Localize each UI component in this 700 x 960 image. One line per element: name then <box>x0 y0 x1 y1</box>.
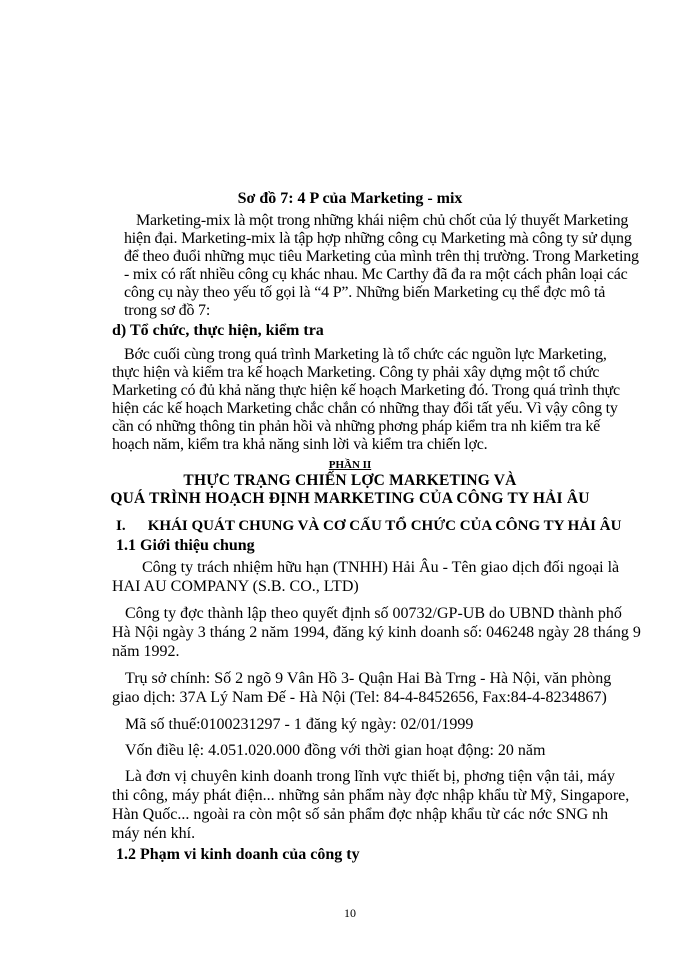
page-number: 10 <box>344 906 356 920</box>
paragraph-line: hiện các kế hoạch Marketing chắc chắn có những thay đổi tất yếu. Vì vậy công ty <box>112 400 618 417</box>
subsection-heading-1-2: 1.2 Phạm vi kinh doanh của công ty <box>116 846 360 863</box>
paragraph-line: hiện đại. Marketing-mix là tập hợp những công cụ Marketing mà công ty sử dụng <box>124 230 632 247</box>
part-title-line-2: QUÁ TRÌNH HOẠCH ĐỊNH MARKETING CỦA CÔNG TY HẢI ÂU <box>110 490 590 507</box>
business-line: máy nén khí. <box>112 825 196 842</box>
paragraph-line: hoạch năm, kiểm tra khả năng sinh lời và kiểm tra chiến lợc. <box>112 436 488 453</box>
tax-line: Mã số thuế:0100231297 - 1 đăng ký ngày: 02/01/1999 <box>125 716 474 733</box>
business-line: thi công, máy phát điện... những sản phẩm này đợc nhập khẩu từ Mỹ, Singapore, <box>112 787 630 804</box>
capital-line: Vốn điều lệ: 4.051.020.000 đồng với thời gian hoạt động: 20 năm <box>125 742 546 759</box>
founded-line: Hà Nội ngày 3 tháng 2 năm 1994, đăng ký kinh doanh số: 046248 ngày 28 tháng 9 <box>112 624 641 641</box>
paragraph-line: thực hiện và kiểm tra kế hoạch Marketing. Công ty phải xây dựng một tổ chức <box>112 364 600 381</box>
subsection-heading-1-1: 1.1 Giới thiệu chung <box>116 537 255 554</box>
paragraph-line: - mix có rất nhiều công cụ khác nhau. Mc Carthy đã đa ra một cách phân loại các <box>124 266 628 283</box>
intro-line: Công ty trách nhiệm hữu hạn (TNHH) Hải Âu - Tên giao dịch đối ngoại là <box>142 559 620 576</box>
intro-line: HAI AU COMPANY (S.B. CO., LTD) <box>112 578 359 595</box>
founded-line: năm 1992. <box>112 643 180 660</box>
founded-line: Công ty đợc thành lập theo quyết định số 00732/GP-UB do UBND thành phố <box>125 605 622 622</box>
paragraph-line: Marketing có đủ khả năng thực hiện kế hoạch Marketing đó. Trong quá trình thực <box>112 382 620 399</box>
figure-caption: Sơ đồ 7: 4 P của Marketing - mix <box>237 190 463 207</box>
address-line: giao dịch: 37A Lý Nam Đế - Hà Nội (Tel: 84-4-8452656, Fax:84-4-8234867) <box>112 689 607 706</box>
section-heading-d: d) Tổ chức, thực hiện, kiểm tra <box>112 322 324 339</box>
paragraph-line: Bớc cuối cùng trong quá trình Marketing là tổ chức các nguồn lực Marketing, <box>124 346 607 363</box>
business-line: Là đơn vị chuyên kinh doanh trong lĩnh vực thiết bị, phơng tiện vận tải, máy <box>125 768 615 785</box>
part-label: PHẦN II <box>328 459 372 471</box>
section-number: I. <box>116 518 126 534</box>
paragraph-line: để theo đuổi những mục tiêu Marketing của mình trên thị trường. Trong Marketing <box>124 248 639 265</box>
address-line: Trụ sở chính: Số 2 ngõ 9 Vân Hồ 3- Quận Hai Bà Trng - Hà Nội, văn phòng <box>125 670 612 687</box>
paragraph-line: trong sơ đồ 7: <box>124 302 211 319</box>
section-title: KHÁI QUÁT CHUNG VÀ CƠ CẤU TỔ CHỨC CỦA CÔNG TY HẢI ÂU <box>147 518 622 534</box>
section-heading-1 <box>116 518 621 535</box>
organize-paragraph <box>112 346 652 454</box>
marketing-mix-paragraph <box>112 212 652 320</box>
paragraph-line: công cụ này theo yếu tố gọi là “4 P”. Những biến Marketing cụ thể đợc mô tả <box>124 284 606 301</box>
business-line: Hàn Quốc... ngoài ra còn một số sản phẩm đợc nhập khẩu từ các nớc SNG nh <box>112 806 609 823</box>
paragraph-line: Marketing-mix là một trong những khái niệm chủ chốt của lý thuyết Marketing <box>136 212 629 229</box>
paragraph-line: cần có những thông tin phản hồi và những phơng pháp kiểm tra nh kiểm tra kế <box>112 418 601 435</box>
part-title-line-1: THỰC TRẠNG CHIẾN LỢC MARKETING VÀ <box>183 472 517 489</box>
